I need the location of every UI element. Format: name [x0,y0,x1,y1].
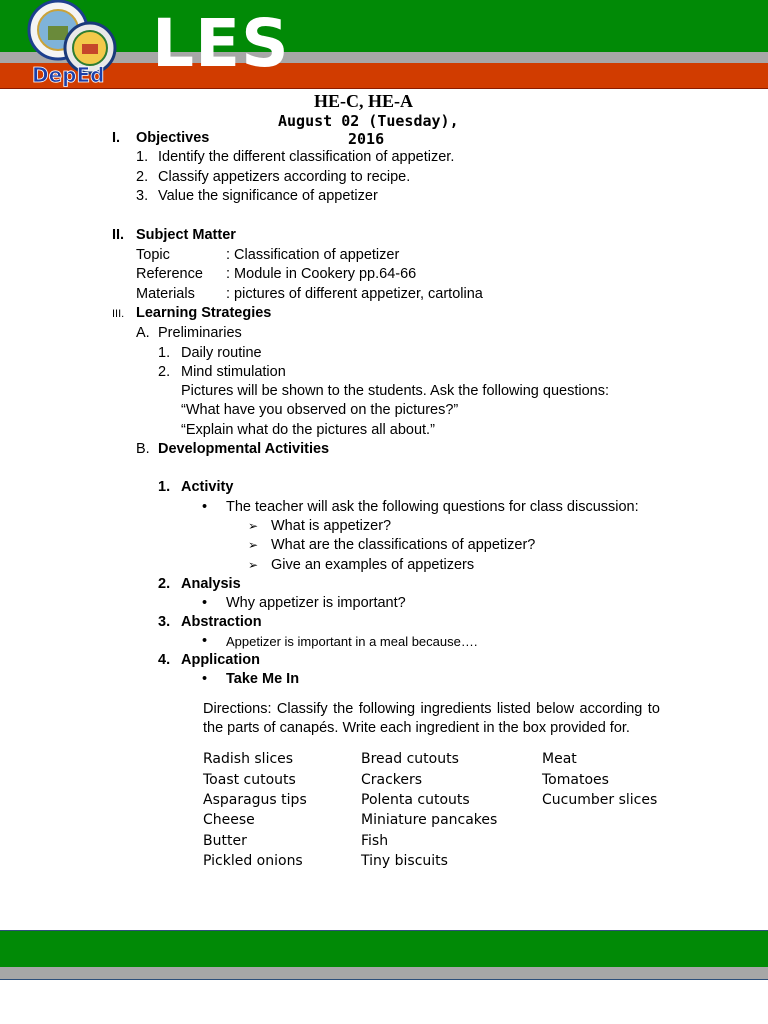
analysis-bullet: Why appetizer is important? [226,595,406,611]
reference-label: Reference [136,266,203,282]
analysis-num: 2. [158,576,171,592]
objective-num: 2. [136,169,149,185]
objective-item: Identify the different classification of appetizer. [158,149,455,165]
strategies-heading: Learning Strategies [136,305,272,321]
ingredient-item: Tomatoes [542,772,609,788]
developmental-title: Developmental Activities [158,441,330,457]
ingredient-item: Butter [203,833,247,849]
preliminary-item: Mind stimulation [181,364,286,380]
activity-bullet: The teacher will ask the following questions for class discussion: [226,499,639,515]
ingredient-item: Toast cutouts [203,772,296,788]
activity-title: Activity [181,479,234,495]
objective-num: 3. [136,188,149,204]
subject-title: HE-C, HE-A [314,91,413,111]
ingredient-item: Pickled onions [203,853,303,869]
lesson-year: 2016 [348,130,385,148]
deped-logo [26,0,122,92]
bullet-icon: • [202,633,208,649]
bullet-icon: • [202,671,208,687]
svg-text:DepEd: DepEd [32,63,105,87]
part-b-letter: B. [136,441,150,457]
arrow-bullet-icon: ➢ [248,519,259,533]
application-num: 4. [158,652,171,668]
mind-stimulation-text: Pictures will be shown to the students. Ask the following questions: [181,383,609,399]
arrow-bullet-icon: ➢ [248,558,259,572]
directions-line: Directions: Classify the following ingredients listed below according to [203,701,660,717]
directions-line: the parts of canapés. Write each ingredient in the box provided for. [203,720,630,736]
mind-stimulation-question: “What have you observed on the pictures?” [181,402,459,418]
date-box [270,111,470,148]
ingredient-item: Cheese [203,812,255,828]
analysis-title: Analysis [181,576,241,592]
objective-item: Classify appetizers according to recipe. [158,169,411,185]
section-num-1: I. [112,130,121,146]
application-title: Application [181,652,260,668]
objective-num: 1. [136,149,149,165]
preliminary-item: Daily routine [181,345,262,361]
footer-gray-band [0,967,768,980]
preliminary-num: 2. [158,364,171,380]
objectives-heading: Objectives [136,130,210,146]
application-bullet: Take Me In [226,671,300,687]
arrow-bullet-icon: ➢ [248,538,259,552]
ingredient-item: Miniature pancakes [361,812,498,828]
topic-label: Topic [136,247,170,263]
ingredient-item: Asparagus tips [203,792,307,808]
part-a-letter: A. [136,325,150,341]
lesson-date: August 02 (Tuesday), [278,112,459,130]
ingredient-item: Bread cutouts [361,751,459,767]
ingredient-item: Polenta cutouts [361,792,470,808]
reference-value: : Module in Cookery pp.64-66 [226,266,417,282]
mind-stimulation-question: “Explain what do the pictures all about.” [181,422,435,438]
ingredient-item: Fish [361,833,389,849]
activity-question: Give an examples of appetizers [271,557,475,573]
subject-matter-heading: Subject Matter [136,227,236,243]
abstraction-title: Abstraction [181,614,262,630]
ingredient-item: Cucumber slices [542,792,658,808]
ingredient-item: Meat [542,751,577,767]
bullet-icon: • [202,595,208,611]
activity-question: What are the classifications of appetizer? [271,537,536,553]
abstraction-num: 3. [158,614,171,630]
objective-item: Value the significance of appetizer [158,188,378,204]
section-num-3: III. [112,308,125,320]
materials-label: Materials [136,286,195,302]
header-brand-title: LES [152,5,290,82]
footer-green-band [0,930,768,968]
bullet-icon: • [202,499,208,515]
ingredient-item: Tiny biscuits [361,853,448,869]
ingredient-item: Radish slices [203,751,294,767]
abstraction-bullet: Appetizer is important in a meal because…. [226,634,478,649]
section-num-2: II. [112,227,125,243]
preliminaries-title: Preliminaries [158,325,242,341]
activity-num: 1. [158,479,171,495]
preliminary-num: 1. [158,345,171,361]
topic-value: : Classification of appetizer [226,247,400,263]
materials-value: : pictures of different appetizer, cartolina [226,286,483,302]
activity-question: What is appetizer? [271,518,392,534]
ingredient-item: Crackers [361,772,423,788]
